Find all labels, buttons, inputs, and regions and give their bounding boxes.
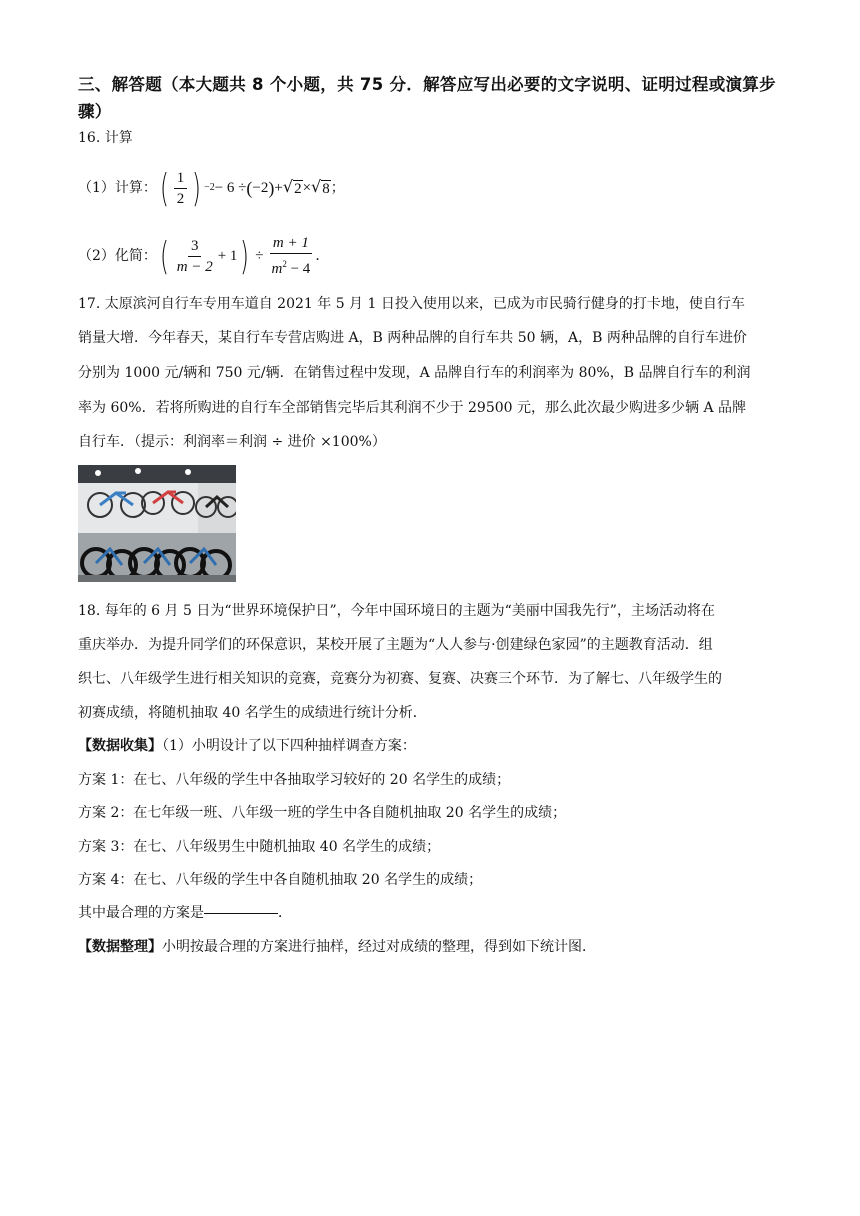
section-title-line2: 骤） xyxy=(78,102,112,121)
q16-part2-end: ． xyxy=(315,248,330,264)
q17-line5: 自行车．（提示：利润率＝利润 ÷ 进价 ×100%） xyxy=(78,434,386,450)
radicand: 2 xyxy=(294,181,302,197)
fraction-one-half xyxy=(174,169,188,208)
q16-part1 xyxy=(78,166,345,210)
q16-part1-end: ； xyxy=(330,180,345,196)
q18-data-collection xyxy=(78,739,416,753)
q18-line3: 织七、八年级学生进行相关知识的竞赛，竞赛分为初赛、复赛、决赛三个环节．为了解七、八年级学生的 xyxy=(78,671,722,687)
q16-part1-label: （1）计算： xyxy=(78,180,157,196)
data-collection-tag: 【数据收集】 xyxy=(78,738,162,754)
paren-open: ( xyxy=(246,178,253,198)
q16-part2-label: （2）化简： xyxy=(78,248,157,264)
plan-1: 方案 1：在七、八年级的学生中各抽取学习较好的 20 名学生的成绩； xyxy=(78,772,511,788)
minus-four: − 4 xyxy=(286,261,311,277)
divide-sign: ÷ xyxy=(255,247,264,264)
radical-icon: √ xyxy=(311,177,322,196)
plus-one: + 1 xyxy=(217,247,238,264)
left-paren: ( xyxy=(159,166,169,210)
var-m: m xyxy=(271,261,283,277)
neg-two: −2 xyxy=(252,179,269,196)
fraction-m-plus-1-over-m2-minus-4 xyxy=(269,234,314,278)
fraction-denominator xyxy=(269,254,314,278)
fraction-denominator: 2 xyxy=(176,190,185,207)
exponent: 2 xyxy=(282,259,287,269)
q18-data-organize xyxy=(78,940,596,954)
q17-line4: 率为 60%．若将所购进的自行车全部销售完毕后其利润不少于 29500 元，那么此次最少购进多少辆 A 品牌 xyxy=(78,400,747,416)
expr-minus-six-div: − 6 ÷ xyxy=(214,179,247,196)
plan-3: 方案 3：在七、八年级男生中随机抽取 40 名学生的成绩； xyxy=(78,839,441,855)
fraction-numerator: m + 1 xyxy=(270,234,312,254)
q16-label: 16. 计算 xyxy=(78,130,133,146)
radical-icon: √ xyxy=(282,177,294,196)
bicycle-shop-photo xyxy=(78,465,236,582)
fraction-3-over-m-minus-2 xyxy=(174,237,216,276)
radicand: 8 xyxy=(322,181,330,197)
fraction-denominator: m − 2 xyxy=(176,258,213,275)
fraction-numerator: 1 xyxy=(174,169,188,189)
plan-2: 方案 2：在七年级一班、八年级一班的学生中各自随机抽取 20 名学生的成绩； xyxy=(78,805,567,821)
best-plan-suffix: ． xyxy=(278,905,292,921)
q18-line1: 18. 每年的 6 月 5 日为“世界环境保护日”，今年中国环境日的主题为“美丽中国我先行”，主场活动将在 xyxy=(78,603,715,619)
best-plan-prefix: 其中最合理的方案是 xyxy=(78,905,204,921)
q18-line4: 初赛成绩，将随机抽取 40 名学生的成绩进行统计分析． xyxy=(78,705,427,721)
answer-blank[interactable] xyxy=(204,913,278,914)
right-paren: ) xyxy=(192,166,202,210)
times-sign: × xyxy=(302,179,312,196)
data-organize-text: 小明按最合理的方案进行抽样，经过对成绩的整理，得到如下统计图． xyxy=(162,939,596,955)
q17-line1: 17. 太原滨河自行车专用车道自 2021 年 5 月 1 日投入使用以来，已成为市民骑行健身的打卡地，使自行车 xyxy=(78,296,745,312)
left-paren: ( xyxy=(159,234,169,278)
q17-line2: 销量大增．今年春天，某自行车专营店购进 A，B 两种品牌的自行车共 50 辆，A，B 两种品牌的自行车进价 xyxy=(78,330,747,346)
section-title-line1: 三、解答题（本大题共 8 个小题，共 75 分．解答应写出必要的文字说明、证明过程或演算步 xyxy=(78,75,776,94)
q17-line3: 分别为 1000 元/辆和 750 元/辆．在销售过程中发现，A 品牌自行车的利润率为 80%，B 品牌自行车的利润 xyxy=(78,365,751,381)
bicycle-photo-svg xyxy=(78,465,236,582)
sqrt-eight xyxy=(311,179,331,197)
q16-part2 xyxy=(78,232,329,280)
sqrt-two xyxy=(283,179,303,197)
q18-line2: 重庆举办．为提升同学们的环保意识，某校开展了主题为“人人参与·创建绿色家园”的主题教育活动．组 xyxy=(78,637,713,653)
paren-close: ) xyxy=(268,178,275,198)
exponent: −2 xyxy=(204,182,215,193)
data-organize-tag: 【数据整理】 xyxy=(78,939,162,955)
fraction-numerator: 3 xyxy=(188,237,202,257)
plus-sign: + xyxy=(274,179,283,196)
data-collection-text: （1）小明设计了以下四种抽样调查方案： xyxy=(162,738,416,754)
plan-4: 方案 4：在七、八年级的学生中各自随机抽取 20 名学生的成绩； xyxy=(78,872,483,888)
best-plan-question xyxy=(78,906,292,920)
right-paren: ) xyxy=(240,234,250,278)
